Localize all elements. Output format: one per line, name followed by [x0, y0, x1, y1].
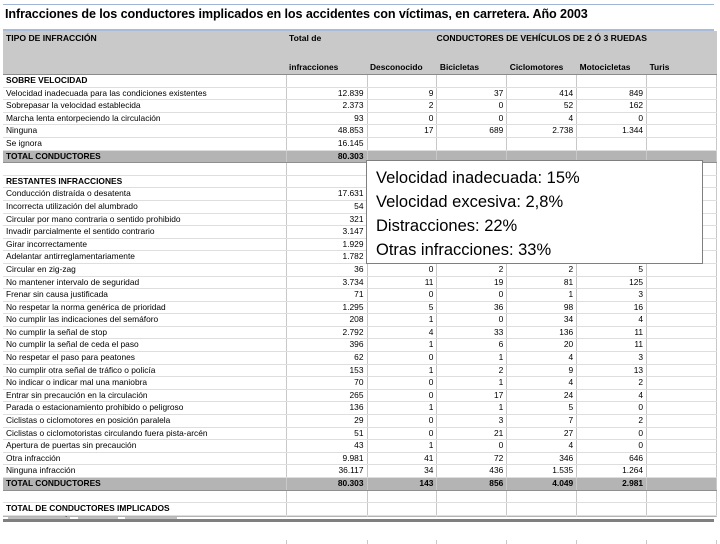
cell-total: 80.303 — [286, 478, 367, 491]
cell-total: 80.303 — [286, 150, 367, 163]
cell-desconocido: 34 — [367, 465, 437, 478]
cell-bicicletas — [437, 503, 507, 516]
cell-turismos — [647, 478, 717, 491]
cell-ciclomotores: 4 — [507, 377, 577, 390]
row-label: No cumplir la señal de stop — [3, 326, 286, 339]
row-label: No cumplir otra señal de tráfico o policía — [3, 364, 286, 377]
table-row — [3, 137, 717, 150]
cell-total: 16.145 — [286, 137, 367, 150]
cell-ciclomotores: 81 — [507, 276, 577, 289]
cell-motocicletas: 2 — [577, 377, 647, 390]
row-label: SOBRE VELOCIDAD — [3, 75, 286, 88]
cell-turismos — [647, 289, 717, 302]
cell-bicicletas: 689 — [437, 125, 507, 138]
header-spacer-cell — [286, 46, 367, 61]
row-label: Circular por mano contraria o sentido prohibido — [3, 213, 286, 226]
row-label: Girar incorrectamente — [3, 238, 286, 251]
cell-ciclomotores: 346 — [507, 452, 577, 465]
callout-line-4: Otras infracciones: 33% — [376, 241, 552, 259]
cell-bicicletas: 0 — [437, 100, 507, 113]
cell-ciclomotores: 7 — [507, 415, 577, 428]
header-spacer-cell — [507, 46, 577, 61]
cell-desconocido: 0 — [367, 289, 437, 302]
callout-line-3: Distracciones: 22% — [376, 217, 518, 235]
cell-total: 208 — [286, 314, 367, 327]
cell-motocicletas: 3 — [577, 289, 647, 302]
cell-desconocido: 0 — [367, 377, 437, 390]
table-row — [3, 301, 717, 314]
cell-motocicletas: 2 — [577, 415, 647, 428]
cell-total: 70 — [286, 377, 367, 390]
cell-bicicletas: 0 — [437, 440, 507, 453]
cell-turismos — [647, 100, 717, 113]
cell-motocicletas — [577, 490, 647, 503]
header-spacer-cell — [647, 46, 717, 61]
cell-ciclomotores: 1.535 — [507, 465, 577, 478]
row-label — [3, 490, 286, 503]
cell-bicicletas — [437, 75, 507, 88]
cell-total: 62 — [286, 352, 367, 365]
header-col-motocicletas: Motocicletas — [577, 61, 647, 75]
row-label: No cumplir la señal de ceda el paso — [3, 339, 286, 352]
header-total-top: Total de — [286, 31, 367, 46]
cell-total: 1.782 — [286, 251, 367, 264]
table-row — [3, 289, 717, 302]
cell-total: 51 — [286, 427, 367, 440]
row-label: Apertura de puertas sin precaución — [3, 440, 286, 453]
total-conductores-row — [3, 478, 717, 491]
table-header-row-1 — [3, 31, 717, 46]
header-spacer-cell — [367, 46, 437, 61]
cell-turismos — [647, 452, 717, 465]
cell-total: 265 — [286, 389, 367, 402]
cell-turismos — [647, 364, 717, 377]
cell-motocicletas: 0 — [577, 427, 647, 440]
cell-turismos — [647, 402, 717, 415]
total-implicados-row — [3, 503, 717, 516]
cell-desconocido — [367, 75, 437, 88]
cell-desconocido: 143 — [367, 478, 437, 491]
header-col-turis: Turis — [647, 61, 717, 75]
cell-motocicletas: 0 — [577, 112, 647, 125]
cell-bicicletas: 1 — [437, 377, 507, 390]
cell-turismos — [647, 490, 717, 503]
cell-bicicletas: 0 — [437, 112, 507, 125]
table-row — [3, 352, 717, 365]
cell-ciclomotores: 2.738 — [507, 125, 577, 138]
cell-ciclomotores: 34 — [507, 314, 577, 327]
cell-turismos — [647, 339, 717, 352]
header-col-desconocido: Desconocido — [367, 61, 437, 75]
row-label: No indicar o indicar mal una maniobra — [3, 377, 286, 390]
infractions-table-wrapper — [3, 31, 717, 544]
cell-desconocido: 0 — [367, 415, 437, 428]
cell-motocicletas: 3 — [577, 352, 647, 365]
cell-turismos — [647, 352, 717, 365]
cell-turismos — [647, 87, 717, 100]
cell-turismos — [647, 112, 717, 125]
cell-ciclomotores: 27 — [507, 427, 577, 440]
cell-total: 3.147 — [286, 226, 367, 239]
cell-desconocido: 1 — [367, 440, 437, 453]
spacer-row — [3, 490, 717, 503]
table-row — [3, 364, 717, 377]
section-heading-row — [3, 75, 717, 88]
row-label: TOTAL CONDUCTORES — [3, 478, 286, 491]
cell-total: 71 — [286, 289, 367, 302]
row-label: Incorrecta utilización del alumbrado — [3, 200, 286, 213]
cell-ciclomotores: 414 — [507, 87, 577, 100]
cell-ciclomotores: 4 — [507, 440, 577, 453]
cell-turismos — [647, 389, 717, 402]
header-spacer-cell — [3, 46, 286, 61]
cell-ciclomotores — [507, 503, 577, 516]
slide-title-bar — [0, 6, 720, 28]
row-label: Frenar sin causa justificada — [3, 289, 286, 302]
cell-bicicletas: 3 — [437, 415, 507, 428]
bottom-rule — [3, 519, 714, 522]
cell-total: 29 — [286, 415, 367, 428]
cell-bicicletas: 0 — [437, 289, 507, 302]
cell-total — [286, 503, 367, 516]
cell-turismos — [647, 75, 717, 88]
cell-desconocido: 2 — [367, 100, 437, 113]
header-spacer-cell — [437, 46, 507, 61]
row-label: Conducción distraída o desatenta — [3, 188, 286, 201]
cell-desconocido: 1 — [367, 339, 437, 352]
cell-turismos — [647, 314, 717, 327]
cell-motocicletas: 13 — [577, 364, 647, 377]
cell-total: 54 — [286, 200, 367, 213]
cell-ciclomotores — [507, 490, 577, 503]
cell-bicicletas: 72 — [437, 452, 507, 465]
cell-motocicletas: 0 — [577, 440, 647, 453]
cell-turismos — [647, 465, 717, 478]
cell-bicicletas: 1 — [437, 402, 507, 415]
cell-turismos — [647, 137, 717, 150]
page-title: Infracciones de los conductores implicados en los accidentes con víctimas, en carretera. Año 2003 — [5, 7, 588, 21]
table-row — [3, 465, 717, 478]
cell-motocicletas — [577, 503, 647, 516]
cell-bicicletas: 1 — [437, 352, 507, 365]
table-body — [3, 31, 717, 544]
table-row — [3, 339, 717, 352]
cell-bicicletas: 33 — [437, 326, 507, 339]
cell-total: 48.853 — [286, 125, 367, 138]
cell-turismos — [647, 503, 717, 516]
cell-desconocido: 41 — [367, 452, 437, 465]
row-label: Parada o estacionamiento prohibido o peligroso — [3, 402, 286, 415]
cell-ciclomotores: 4 — [507, 112, 577, 125]
row-label: RESTANTES INFRACCIONES — [3, 175, 286, 188]
cell-desconocido: 1 — [367, 364, 437, 377]
table-row — [3, 100, 717, 113]
table-header-row-2 — [3, 46, 717, 61]
cell-total: 2.792 — [286, 326, 367, 339]
cell-bicicletas: 2 — [437, 263, 507, 276]
title-rule-top — [3, 4, 714, 5]
cell-ciclomotores: 4.049 — [507, 478, 577, 491]
cell-total: 321 — [286, 213, 367, 226]
infractions-table — [3, 31, 717, 544]
cell-turismos — [647, 276, 717, 289]
row-label: No respetar la norma genérica de prioridad — [3, 301, 286, 314]
cell-desconocido: 17 — [367, 125, 437, 138]
cell-desconocido: 11 — [367, 276, 437, 289]
cell-desconocido — [367, 490, 437, 503]
cell-turismos — [647, 125, 717, 138]
table-row — [3, 440, 717, 453]
cell-bicicletas: 36 — [437, 301, 507, 314]
cell-motocicletas: 849 — [577, 87, 647, 100]
cell-total: 153 — [286, 364, 367, 377]
cell-total: 17.631 — [286, 188, 367, 201]
cell-desconocido: 4 — [367, 326, 437, 339]
cell-motocicletas — [577, 137, 647, 150]
table-row — [3, 87, 717, 100]
cell-desconocido: 5 — [367, 301, 437, 314]
cell-motocicletas: 1.344 — [577, 125, 647, 138]
table-row — [3, 125, 717, 138]
cell-ciclomotores: 4 — [507, 352, 577, 365]
cell-desconocido: 1 — [367, 402, 437, 415]
cell-bicicletas — [437, 137, 507, 150]
cell-bicicletas: 0 — [437, 314, 507, 327]
cell-ciclomotores: 5 — [507, 402, 577, 415]
cell-total — [286, 175, 367, 188]
header-group-title: CONDUCTORES DE VEHÍCULOS DE 2 Ó 3 RUEDAS — [367, 31, 717, 46]
row-label: Ciclistas o ciclomotores en posición paralela — [3, 415, 286, 428]
cell-bicicletas: 6 — [437, 339, 507, 352]
row-label: Velocidad inadecuada para las condiciones existentes — [3, 87, 286, 100]
cell-total: 1.929 — [286, 238, 367, 251]
cell-ciclomotores: 136 — [507, 326, 577, 339]
row-label: Ninguna — [3, 125, 286, 138]
cell-turismos — [647, 427, 717, 440]
table-row — [3, 415, 717, 428]
cell-desconocido — [367, 503, 437, 516]
table-row — [3, 276, 717, 289]
table-row — [3, 263, 717, 276]
cell-desconocido: 0 — [367, 112, 437, 125]
cell-ciclomotores: 1 — [507, 289, 577, 302]
cell-total: 2.373 — [286, 100, 367, 113]
cell-motocicletas: 11 — [577, 339, 647, 352]
cell-desconocido — [367, 137, 437, 150]
cell-desconocido: 0 — [367, 427, 437, 440]
header-spacer-cell — [577, 46, 647, 61]
row-label: TOTAL CONDUCTORES — [3, 150, 286, 163]
header-col-infracciones: infracciones — [286, 61, 367, 75]
table-header-row-3 — [3, 61, 717, 75]
cell-turismos — [647, 377, 717, 390]
row-label: Otra infracción — [3, 452, 286, 465]
cell-total: 36.117 — [286, 465, 367, 478]
cell-motocicletas: 4 — [577, 314, 647, 327]
cell-turismos — [647, 263, 717, 276]
cell-ciclomotores: 20 — [507, 339, 577, 352]
cell-ciclomotores: 98 — [507, 301, 577, 314]
cell-ciclomotores: 9 — [507, 364, 577, 377]
cell-ciclomotores: 2 — [507, 263, 577, 276]
callout-line-1: Velocidad inadecuada: 15% — [376, 169, 580, 187]
cell-bicicletas: 17 — [437, 389, 507, 402]
row-label: Se ignora — [3, 137, 286, 150]
row-label: TOTAL DE CONDUCTORES IMPLICADOS — [3, 503, 286, 516]
table-row — [3, 389, 717, 402]
cell-total — [286, 75, 367, 88]
table-row — [3, 112, 717, 125]
row-label: Adelantar antirreglamentariamente — [3, 251, 286, 264]
row-label: Circular en zig-zag — [3, 263, 286, 276]
row-label: No cumplir las indicaciones del semáforo — [3, 314, 286, 327]
cell-motocicletas: 16 — [577, 301, 647, 314]
cell-total: 9.981 — [286, 452, 367, 465]
cell-total: 136 — [286, 402, 367, 415]
cell-desconocido: 0 — [367, 389, 437, 402]
cell-motocicletas: 125 — [577, 276, 647, 289]
table-row — [3, 402, 717, 415]
cell-total: 43 — [286, 440, 367, 453]
cell-motocicletas: 5 — [577, 263, 647, 276]
cell-motocicletas: 646 — [577, 452, 647, 465]
cell-motocicletas: 4 — [577, 389, 647, 402]
cell-bicicletas: 19 — [437, 276, 507, 289]
cell-turismos — [647, 301, 717, 314]
cell-desconocido: 9 — [367, 87, 437, 100]
cell-bicicletas: 37 — [437, 87, 507, 100]
cell-ciclomotores: 24 — [507, 389, 577, 402]
cell-ciclomotores — [507, 75, 577, 88]
row-label — [3, 163, 286, 176]
row-label: Ninguna infracción — [3, 465, 286, 478]
header-col-ciclomotores: Ciclomotores — [507, 61, 577, 75]
cell-turismos — [647, 440, 717, 453]
cell-bicicletas: 856 — [437, 478, 507, 491]
header-col-bicicletas: Bicicletas — [437, 61, 507, 75]
table-row — [3, 314, 717, 327]
header-col-blank — [3, 61, 286, 75]
cell-ciclomotores — [507, 137, 577, 150]
cell-total: 396 — [286, 339, 367, 352]
summary-callout — [366, 160, 703, 264]
cell-total — [286, 163, 367, 176]
table-row — [3, 452, 717, 465]
cell-motocicletas: 162 — [577, 100, 647, 113]
cell-total — [286, 490, 367, 503]
cell-total: 12.839 — [286, 87, 367, 100]
cell-motocicletas: 2.981 — [577, 478, 647, 491]
cell-total: 1.295 — [286, 301, 367, 314]
cell-turismos — [647, 415, 717, 428]
cell-ciclomotores: 52 — [507, 100, 577, 113]
row-label: Ciclistas o ciclomotoristas circulando fuera pista-arcén — [3, 427, 286, 440]
row-label: Entrar sin precaución en la circulación — [3, 389, 286, 402]
callout-line-2: Velocidad excesiva: 2,8% — [376, 193, 564, 211]
row-label: No mantener intervalo de seguridad — [3, 276, 286, 289]
cell-total: 36 — [286, 263, 367, 276]
cell-total: 93 — [286, 112, 367, 125]
table-row — [3, 377, 717, 390]
row-label: No respetar el paso para peatones — [3, 352, 286, 365]
row-label: Sobrepasar la velocidad establecida — [3, 100, 286, 113]
cell-motocicletas: 1.264 — [577, 465, 647, 478]
cell-desconocido: 1 — [367, 314, 437, 327]
cell-bicicletas: 436 — [437, 465, 507, 478]
cell-desconocido: 0 — [367, 263, 437, 276]
header-label-col: TIPO DE INFRACCIÓN — [3, 31, 286, 46]
row-label: Marcha lenta entorpeciendo la circulación — [3, 112, 286, 125]
cell-motocicletas: 0 — [577, 402, 647, 415]
cell-bicicletas — [437, 490, 507, 503]
table-row — [3, 326, 717, 339]
cell-bicicletas: 21 — [437, 427, 507, 440]
cell-turismos — [647, 326, 717, 339]
cell-motocicletas: 11 — [577, 326, 647, 339]
row-label: Invadir parcialmente el sentido contrario — [3, 226, 286, 239]
cell-motocicletas — [577, 75, 647, 88]
cell-bicicletas: 2 — [437, 364, 507, 377]
table-row — [3, 427, 717, 440]
cell-desconocido: 0 — [367, 352, 437, 365]
cell-total: 3.734 — [286, 276, 367, 289]
